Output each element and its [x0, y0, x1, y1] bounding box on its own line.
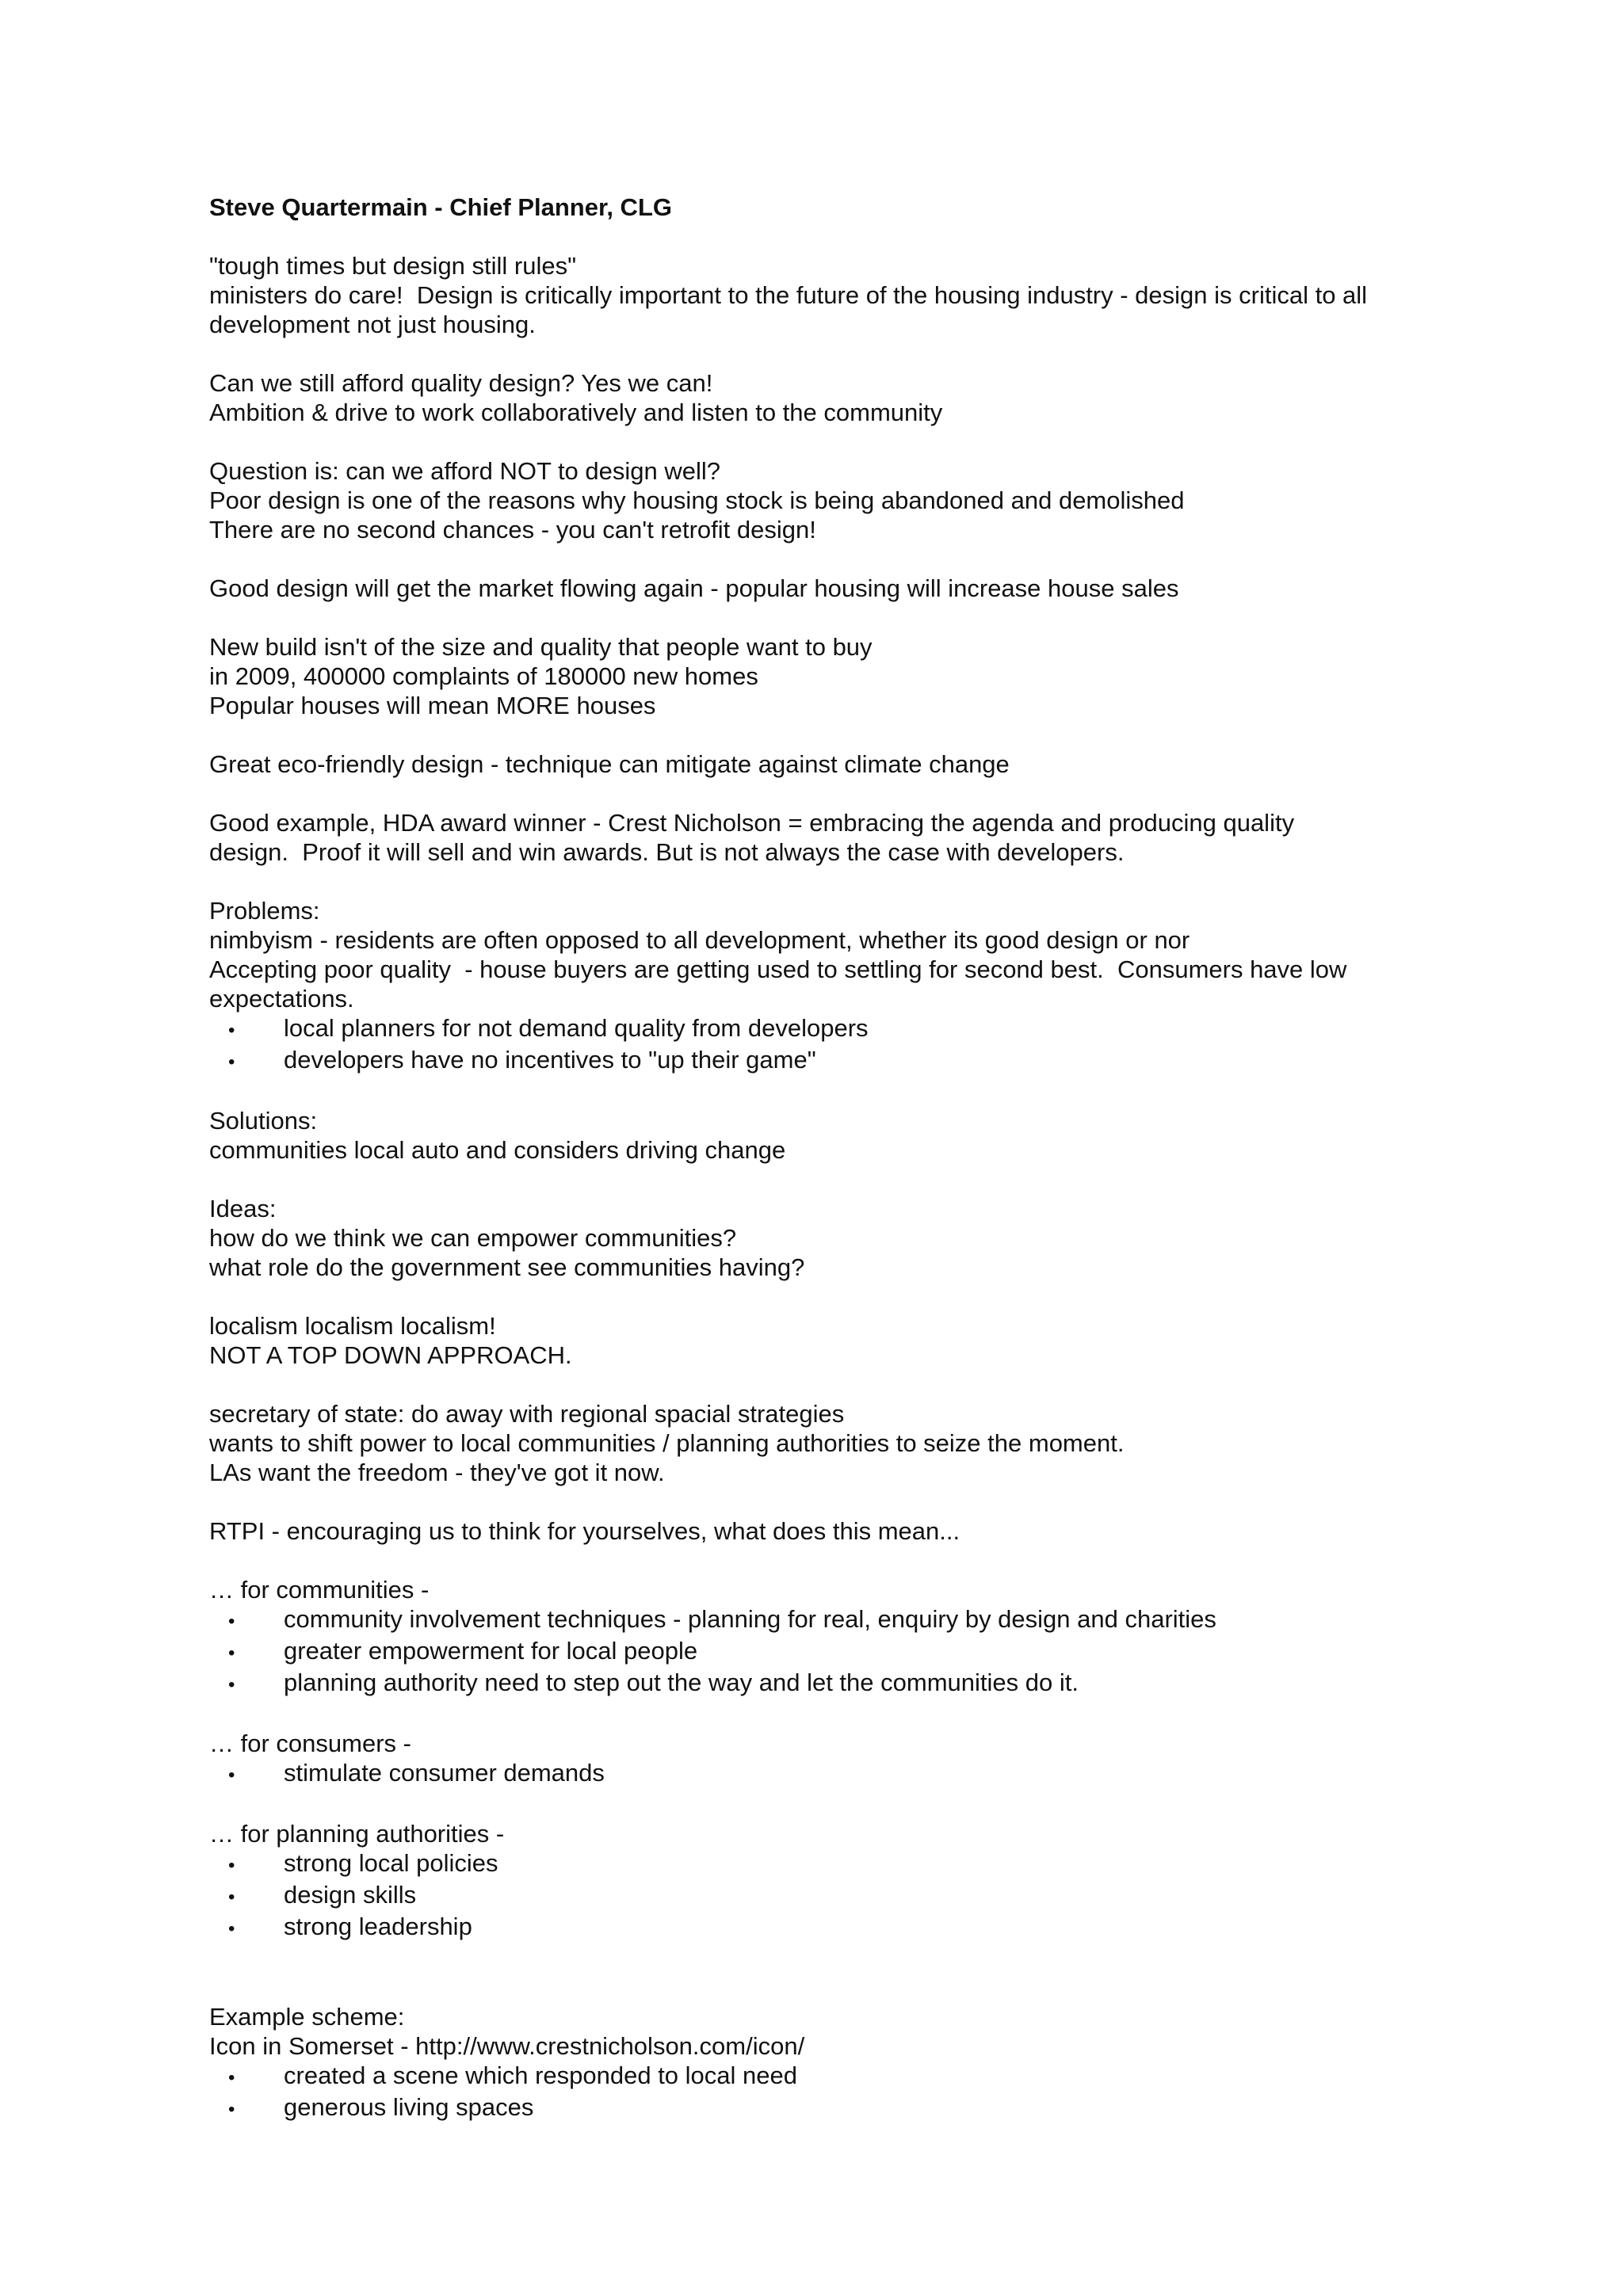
section-heading: Ideas: — [209, 1195, 277, 1222]
text-line: Popular houses will mean MORE houses — [209, 692, 656, 719]
text-line: communities local auto and considers driving change — [209, 1136, 786, 1164]
list-item — [209, 1668, 1445, 1699]
text-line: localism localism localism! — [209, 1312, 496, 1340]
list-item-text: generous living spaces — [284, 2093, 534, 2121]
text-line: Icon in Somerset - http://www.crestnicholson.com/icon/ — [209, 2032, 805, 2060]
text-line: how do we think we can empower communities? — [209, 1224, 737, 1252]
text-line: LAs want the freedom - they've got it now. — [209, 1459, 665, 1486]
section-heading: Problems: — [209, 897, 320, 925]
text-line: There are no second chances - you can't retrofit design! — [209, 516, 816, 543]
bullet-icon: • — [228, 1051, 235, 1073]
text-line: "tough times but design still rules" — [209, 252, 577, 280]
list-item — [209, 1880, 1445, 1912]
section-heading: … for consumers - — [209, 1730, 411, 1757]
text-line: Accepting poor quality - house buyers are getting used to settling for second best. Consumers have low — [209, 955, 1347, 983]
bullet-icon: • — [228, 1020, 235, 1041]
text-line: Question is: can we afford NOT to design well? — [209, 457, 721, 485]
text-line: Ambition & drive to work collaboratively and listen to the community — [209, 399, 943, 426]
list-item — [209, 1604, 1445, 1636]
text-line: New build isn't of the size and quality that people want to buy — [209, 633, 873, 661]
text-line: wants to shift power to local communities / planning authorities to seize the moment. — [209, 1429, 1125, 1457]
list-item-text: stimulate consumer demands — [284, 1759, 605, 1787]
section-heading: … for planning authorities - — [209, 1820, 505, 1848]
list-item — [209, 1013, 1445, 1045]
list-item — [209, 1912, 1445, 1943]
text-line: design. Proof it will sell and win awards. But is not always the case with developers. — [209, 838, 1125, 866]
bullet-icon: • — [228, 1611, 235, 1632]
text-line: Good design will get the market flowing again - popular housing will increase house sales — [209, 574, 1179, 602]
bullet-icon: • — [228, 1918, 235, 1939]
text-line: development not just housing. — [209, 311, 536, 338]
section-heading: … for communities - — [209, 1576, 430, 1604]
section-heading: Example scheme: — [209, 2003, 405, 2031]
list-item-text: strong leadership — [284, 1913, 472, 1940]
list-item-text: design skills — [284, 1881, 417, 1909]
text-line: NOT A TOP DOWN APPROACH. — [209, 1341, 572, 1369]
text-line: Poor design is one of the reasons why housing stock is being abandoned and demolished — [209, 486, 1185, 514]
list-item — [209, 1848, 1445, 1880]
text-line: expectations. — [209, 985, 354, 1013]
text-line: in 2009, 400000 complaints of 180000 new homes — [209, 662, 758, 690]
bullet-icon: • — [228, 2099, 235, 2120]
list-item — [209, 1045, 1445, 1077]
text-line: RTPI - encouraging us to think for yourselves, what does this mean... — [209, 1517, 960, 1545]
text-line: nimbyism - residents are often opposed to all development, whether its good design or nor — [209, 926, 1190, 954]
document-page — [209, 193, 1445, 2124]
text-line: Can we still afford quality design? Yes we can! — [209, 369, 713, 397]
bullet-icon: • — [228, 2067, 235, 2088]
list-item — [209, 1636, 1445, 1668]
list-item-text: local planners for not demand quality from developers — [284, 1014, 869, 1042]
bullet-icon: • — [228, 1855, 235, 1876]
list-item-text: planning authority need to step out the way and let the communities do it. — [284, 1669, 1079, 1696]
text-line: Good example, HDA award winner - Crest Nicholson = embracing the agenda and producing quality — [209, 809, 1295, 837]
text-line: ministers do care! Design is critically important to the future of the housing industry - design is critical to all — [209, 281, 1368, 309]
list-item-text: developers have no incentives to "up their game" — [284, 1046, 816, 1074]
text-line: what role do the government see communities having? — [209, 1253, 805, 1281]
document-title: Steve Quartermain - Chief Planner, CLG — [209, 193, 672, 221]
bullet-icon: • — [228, 1642, 235, 1664]
list-item — [209, 1758, 1445, 1790]
list-item-text: strong local policies — [284, 1849, 498, 1877]
text-line: Great eco-friendly design - technique can mitigate against climate change — [209, 750, 1010, 778]
section-heading: Solutions: — [209, 1107, 318, 1135]
list-item — [209, 2061, 1445, 2092]
bullet-icon: • — [228, 1764, 235, 1786]
list-item-text: created a scene which responded to local need — [284, 2061, 797, 2089]
bullet-icon: • — [228, 1886, 235, 1908]
list-item — [209, 2092, 1445, 2124]
bullet-icon: • — [228, 1674, 235, 1695]
list-item-text: greater empowerment for local people — [284, 1637, 698, 1665]
list-item-text: community involvement techniques - planning for real, enquiry by design and charities — [284, 1605, 1216, 1633]
text-line: secretary of state: do away with regional spacial strategies — [209, 1400, 845, 1428]
